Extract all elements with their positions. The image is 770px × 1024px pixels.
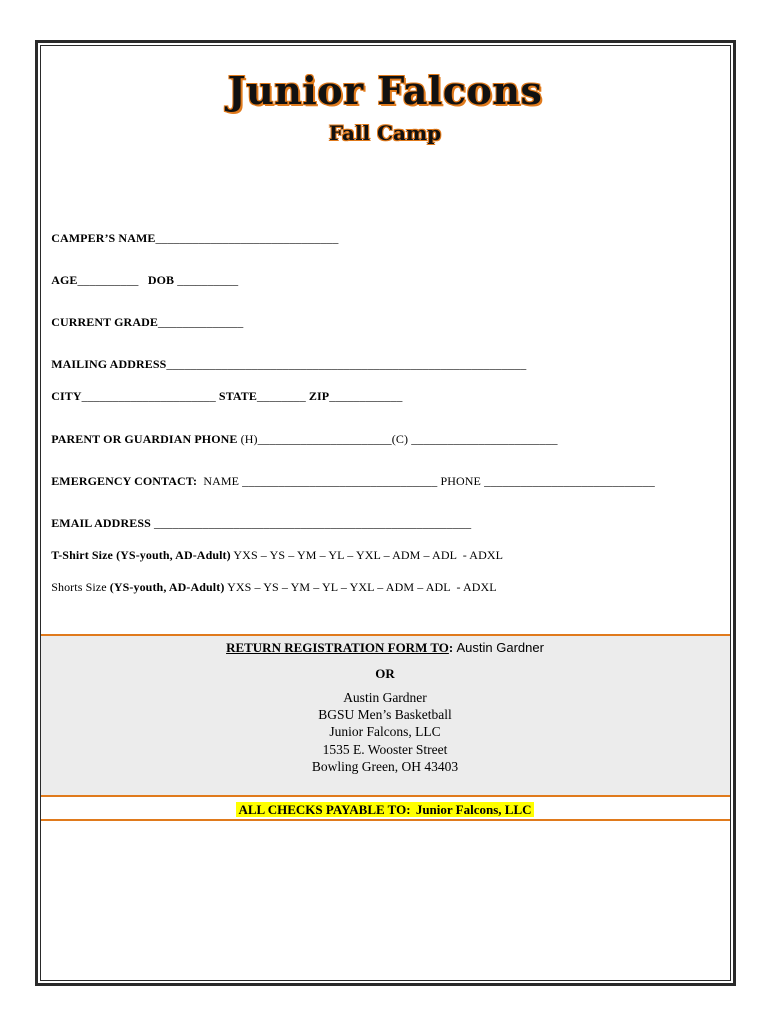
tshirt-size-options[interactable]: YXS – YS – YM – YL – YXL – ADM – ADL - ADXL [233,548,504,562]
current-grade-label: CURRENT GRADE [51,315,158,329]
address-line-3: Junior Falcons, LLC [329,724,441,739]
emergency-name-label: NAME [203,474,240,488]
shorts-size-label: Shorts Size [51,580,107,594]
current-grade-field[interactable]: ______________ [157,315,244,329]
dob-label: DOB [147,273,175,287]
tshirt-size-label: T-Shirt Size (YS-youth, AD-Adult) [51,548,231,562]
page-subtitle: Fall Camp [328,121,442,145]
parent-phone-row [45,417,558,447]
email-address-field[interactable]: ____________________________________________________ [153,516,472,530]
return-registration-name: Austin Gardner [456,640,544,655]
emergency-name-field[interactable]: ________________________________ [242,474,438,488]
city-state-zip-row [45,374,402,404]
emergency-phone-label: PHONE [440,474,481,488]
tshirt-size-row [45,533,503,563]
return-registration-line: RETURN REGISTRATION FORM TO: Austin Gardner [226,640,544,655]
shorts-size-key: (YS-youth, AD-Adult) [109,580,225,594]
dob-field[interactable]: __________ [177,273,239,287]
address-line-5: Bowling Green, OH 43403 [311,759,459,774]
parent-phone-c-label: (C) [391,432,409,446]
emergency-contact-row [45,459,655,489]
address-line-4: 1535 E. Wooster Street [322,742,448,757]
campers-name-field[interactable]: ______________________________ [155,231,339,245]
mailing-address-field[interactable]: ___________________________________________________________ [166,357,527,371]
return-registration-label: RETURN REGISTRATION FORM TO [226,640,449,655]
emergency-phone-field[interactable]: ____________________________ [484,474,655,488]
campers-name-row [45,216,339,246]
age-dob-row [45,258,238,288]
address-line-1: Austin Gardner [343,690,427,705]
shorts-size-row [45,565,497,595]
current-grade-row [45,300,243,330]
state-label: STATE [218,389,257,403]
emergency-contact-label: EMERGENCY CONTACT: [51,474,198,488]
checks-payable-label: ALL CHECKS PAYABLE TO: [238,802,411,817]
mailing-address-row [45,342,526,372]
zip-field[interactable]: ____________ [329,389,403,403]
checks-payable-highlight [236,802,533,817]
shorts-size-options[interactable]: YXS – YS – YM – YL – YXL – ADM – ADL - ADXL [227,580,497,594]
zip-label: ZIP [308,389,330,403]
campers-name-label: CAMPER’S NAME [51,231,156,245]
email-address-label: EMAIL ADDRESS [51,516,151,530]
mailing-address-label: MAILING ADDRESS [51,357,167,371]
checks-payable-line [0,802,770,818]
age-label: AGE [51,273,78,287]
or-separator: OR [375,666,395,681]
parent-phone-label: PARENT OR GUARDIAN PHONE [51,432,238,446]
city-field[interactable]: ______________________ [81,389,216,403]
state-field[interactable]: ________ [257,389,306,403]
parent-phone-h-field[interactable]: ______________________ [257,432,392,446]
parent-phone-c-field[interactable]: ________________________ [411,432,558,446]
age-field[interactable]: __________ [77,273,139,287]
page-title: Junior Falcons [227,68,543,113]
email-address-row [45,501,471,531]
parent-phone-h-label: (H) [240,432,258,446]
address-line-2: BGSU Men’s Basketball [318,707,452,722]
city-label: CITY [51,389,82,403]
checks-payable-payee: Junior Falcons, LLC [415,802,532,817]
